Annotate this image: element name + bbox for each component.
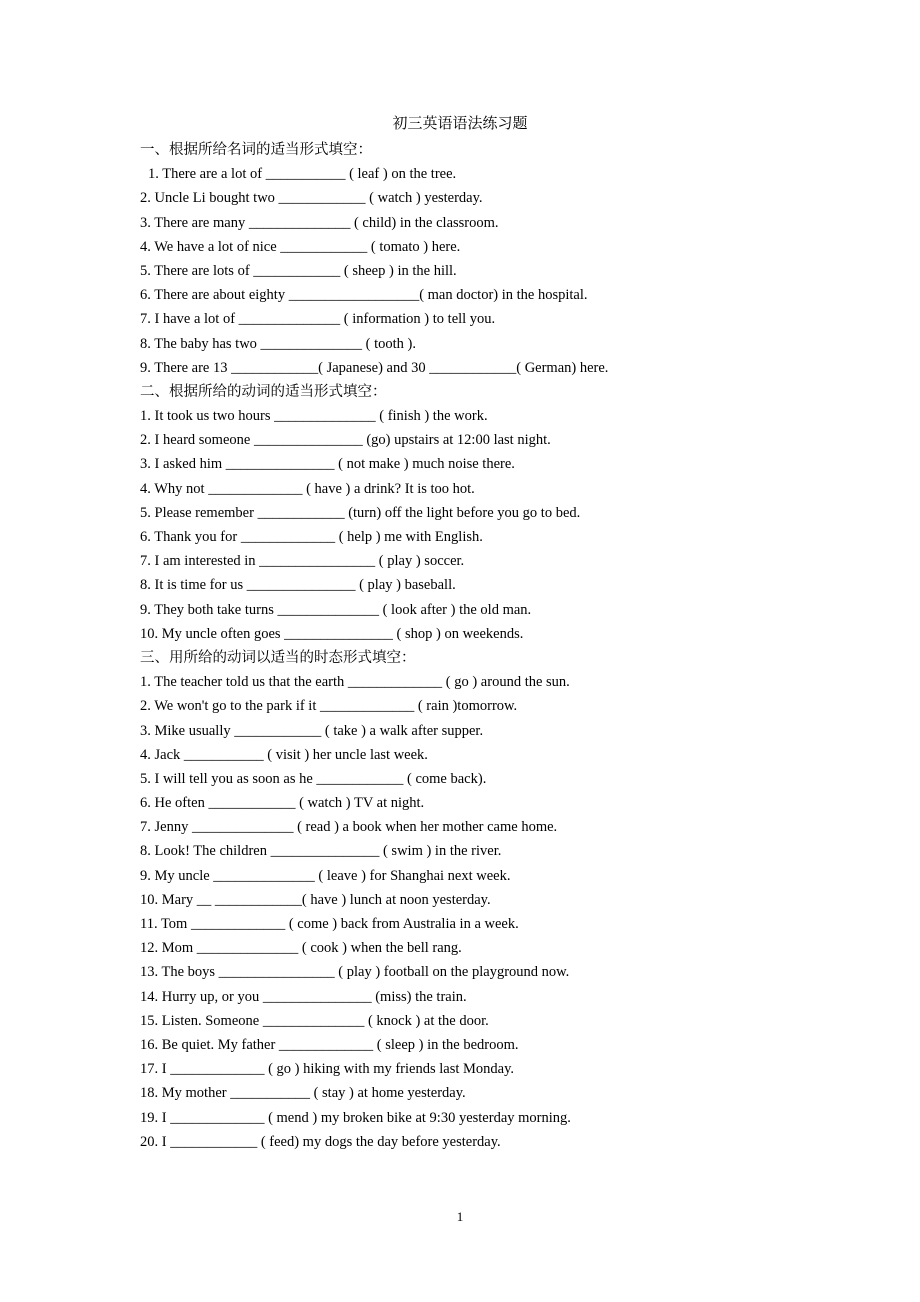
section-3-item: 15. Listen. Someone ______________ ( knock ) at the door. — [140, 1012, 489, 1029]
section-3-item: 4. Jack ___________ ( visit ) her uncle last week. — [140, 746, 428, 763]
section-1-heading: 一、根据所给名词的适当形式填空： — [140, 142, 372, 158]
section-3-item: 1. The teacher told us that the earth _____________ ( go ) around the sun. — [140, 674, 570, 691]
section-3-item: 14. Hurry up, or you _______________ (miss) the train. — [140, 988, 467, 1005]
section-3-item: 2. We won't go to the park if it _____________ ( rain )tomorrow. — [140, 698, 518, 715]
page-title: 初三英语语法练习题 — [392, 116, 528, 132]
section-1-item: 7. I have a lot of ______________ ( information ) to tell you. — [140, 311, 496, 328]
section-3-item: 13. The boys ________________ ( play ) football on the playground now. — [140, 964, 570, 981]
section-3-item: 9. My uncle ______________ ( leave ) for Shanghai next week. — [140, 867, 511, 884]
section-2-item: 7. I am interested in ________________ ( play ) soccer. — [140, 553, 465, 570]
section-2-item: 2. I heard someone _______________ (go) upstairs at 12:00 last night. — [140, 432, 551, 449]
section-1-item: 8. The baby has two ______________ ( tooth ). — [140, 335, 417, 352]
section-1-item: 3. There are many ______________ ( child) in the classroom. — [140, 214, 499, 231]
exercise-content — [140, 138, 780, 1154]
section-3-heading: 三、用所给的动词以适当的时态形式填空： — [140, 649, 416, 666]
section-3-item: 16. Be quiet. My father _____________ ( sleep ) in the bedroom. — [140, 1036, 519, 1053]
section-2-heading: 二、根据所给的动词的适当形式填空： — [140, 383, 387, 400]
section-2-item: 6. Thank you for _____________ ( help ) me with English. — [140, 529, 483, 545]
section-3-item: 11. Tom _____________ ( come ) back from Australia in a week. — [140, 916, 519, 932]
section-3-item: 17. I _____________ ( go ) hiking with my friends last Monday. — [140, 1061, 515, 1078]
section-2-item: 5. Please remember ____________ (turn) off the light before you go to bed. — [140, 504, 581, 521]
section-3-item: 6. He often ____________ ( watch ) TV at night. — [140, 795, 425, 812]
page-number: 1 — [456, 1209, 464, 1224]
section-3-item: 3. Mike usually ____________ ( take ) a walk after supper. — [140, 722, 484, 739]
section-3-item: 7. Jenny ______________ ( read ) a book when her mother came home. — [140, 819, 558, 836]
section-3-item: 18. My mother ___________ ( stay ) at home yesterday. — [140, 1085, 466, 1102]
section-3-item: 10. Mary __ ____________( have ) lunch at noon yesterday. — [140, 891, 491, 908]
section-3-item: 20. I ____________ ( feed) my dogs the day before yesterday. — [140, 1133, 501, 1150]
section-3-item: 8. Look! The children _______________ ( swim ) in the river. — [140, 843, 502, 860]
section-2-item: 10. My uncle often goes _______________ ( shop ) on weekends. — [140, 625, 524, 642]
section-1-item: 2. Uncle Li bought two ____________ ( watch ) yesterday. — [140, 190, 483, 207]
section-2-item: 4. Why not _____________ ( have ) a drink? It is too hot. — [140, 480, 475, 497]
section-1-item: 5. There are lots of ____________ ( sheep ) in the hill. — [140, 262, 457, 279]
section-3-item: 12. Mom ______________ ( cook ) when the bell rang. — [140, 940, 462, 957]
section-3-item: 19. I _____________ ( mend ) my broken bike at 9:30 yesterday morning. — [140, 1109, 571, 1126]
section-1-item: 6. There are about eighty __________________( man doctor) in the hospital. — [140, 287, 588, 304]
section-2-item: 8. It is time for us _______________ ( play ) baseball. — [140, 577, 456, 594]
section-1-item: 4. We have a lot of nice ____________ ( tomato ) here. — [140, 238, 461, 255]
section-2-item: 9. They both take turns ______________ ( look after ) the old man. — [140, 601, 532, 618]
section-2-item: 3. I asked him _______________ ( not make ) much noise there. — [140, 456, 515, 473]
section-3-item: 5. I will tell you as soon as he ____________ ( come back). — [140, 770, 487, 787]
section-2-item: 1. It took us two hours ______________ ( finish ) the work. — [140, 408, 488, 425]
section-1-item: 9. There are 13 ____________( Japanese) and 30 ____________( German) here. — [140, 359, 609, 376]
section-1-item: 1. There are a lot of ___________ ( leaf ) on the tree. — [148, 166, 457, 183]
